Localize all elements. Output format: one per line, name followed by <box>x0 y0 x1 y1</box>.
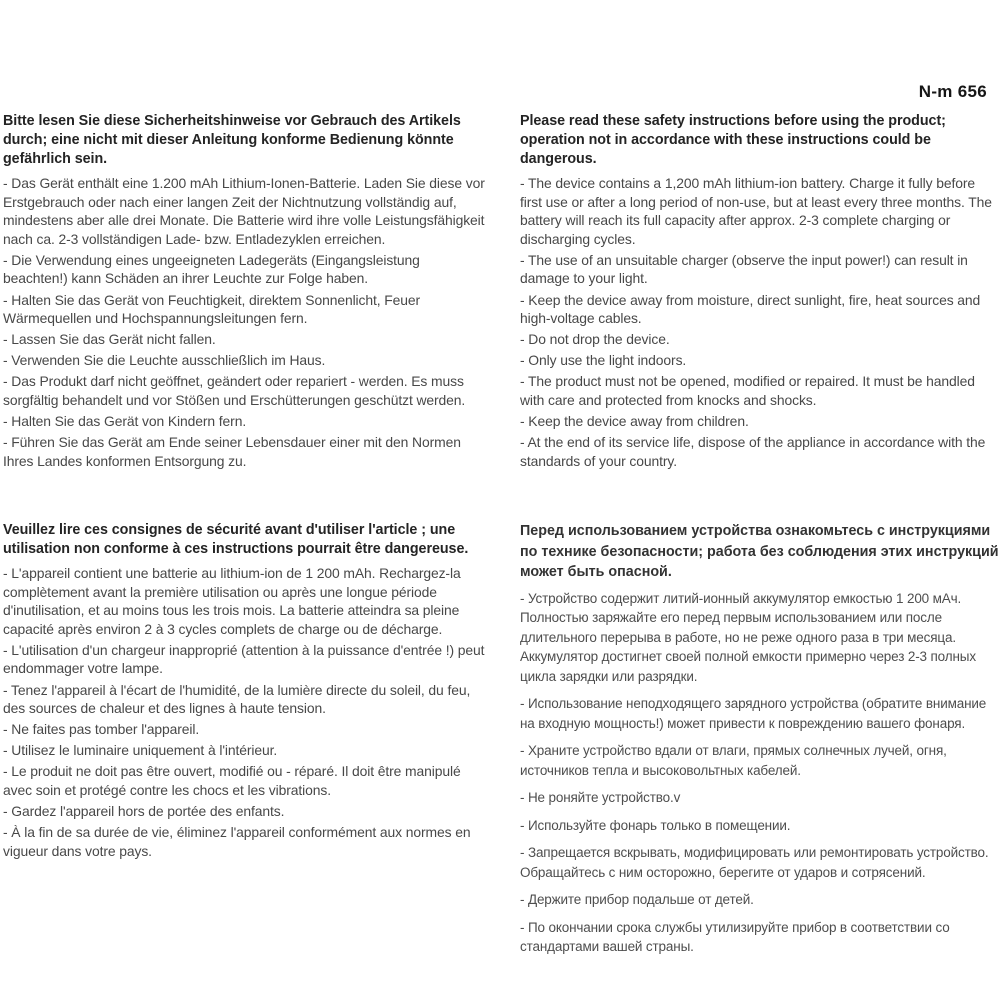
safety-paragraph: - Keep the device away from moisture, direct sunlight, fire, heat sources and high-voltage cables. <box>520 291 981 327</box>
safety-paragraph: - Die Verwendung eines ungeeigneten Ladegeräts (Eingangsleistung beachten!) kann Schäden an ihrer Leuchte zur Folge haben. <box>3 251 420 287</box>
section-safety-english <box>520 112 1000 473</box>
safety-paragraph: - Использование неподходящего зарядного устройства (обратите внимание на входную мощность!) может привести к повреждению вашего фонаря. <box>520 696 987 731</box>
safety-paragraph: - Устройство содержит литий-ионный аккумулятор емкостью 1 200 мАч. Полностью заряжайте его перед первым использованием или после длительного перерыва в работе, но не реже одного раза в три месяца. Аккумулятор достигнет своей полной емкости примерно через 2-3 полных цикла зарядки или разрядки. <box>520 590 976 684</box>
safety-paragraph: - Halten Sie das Gerät von Feuchtigkeit, direktem Sonnenlicht, Feuer Wärmequellen und Hochspannungsleitungen fern. <box>3 291 421 327</box>
safety-paragraph: - The use of an unsuitable charger (observe the input power!) can result in damage to your light. <box>520 251 968 287</box>
safety-paragraph: - Ne faites pas tomber l'appareil. <box>3 721 200 738</box>
safety-paragraph: - L'appareil contient une batterie au lithium-ion de 1 200 mAh. Rechargez-la complètement avant la première utilisation ou après une longue période d'inutilisation, et au moins tous les trois mois. La batterie atteindra sa pleine capacité après environ 2 à 3 cycles complets de charge ou de décharge. <box>3 565 461 637</box>
safety-paragraph: - Do not drop the device. <box>520 331 670 348</box>
safety-paragraph: - Utilisez le luminaire uniquement à l'intérieur. <box>3 742 278 759</box>
safety-paragraph: - Храните устройство вдали от влаги, прямых солнечных лучей, огня, источников тепла и высоковольтных кабелей. <box>520 743 947 778</box>
section-heading-english: Please read these safety instructions before using the product; operation not in accordance with these instructions could be dangerous. <box>520 113 946 167</box>
safety-paragraph: - Only use the light indoors. <box>520 352 687 369</box>
safety-paragraph: - Verwenden Sie die Leuchte ausschließlich im Haus. <box>3 352 326 369</box>
safety-paragraph: - The product must not be opened, modified or repaired. It must be handled with care and protected from knocks and shocks. <box>520 373 975 409</box>
section-heading-french: Veuillez lire ces consignes de sécurité avant d'utiliser l'article ; une utilisation non conforme à ces instructions pourrait être dangereuse. <box>3 522 469 557</box>
safety-paragraph: - At the end of its service life, dispose of the appliance in accordance with the standards of your country. <box>520 434 986 469</box>
safety-paragraph: - По окончании срока службы утилизируйте прибор в соответствии со стандартами вашей страны. <box>520 919 950 954</box>
section-heading-german: Bitte lesen Sie diese Sicherheitshinweise vor Gebrauch des Artikels durch; eine nicht mit dieser Anleitung konforme Bedienung könnte gefährlich sein. <box>3 113 461 167</box>
safety-paragraph: - Запрещается вскрывать, модифицировать или ремонтировать устройство. Обращайтесь с ним осторожно, берегите от ударов и сотрясений. <box>520 845 989 880</box>
section-safety-german <box>3 112 487 473</box>
section-heading-russian: Перед использованием устройства ознакомьтесь с инструкциями по технике безопасности; работа без соблюдения этих инструкций может быть опасной. <box>520 523 999 580</box>
section-safety-french <box>3 521 487 863</box>
safety-paragraph: - The device contains a 1,200 mAh lithium-ion battery. Charge it fully before first use or after a long period of non-use, but at least every three months. The battery will reach its full capacity after approx. 2-3 complete charging or discharging cycles. <box>520 175 992 247</box>
safety-paragraph: - Не роняйте устройство.v <box>520 790 681 805</box>
safety-paragraph: - Führen Sie das Gerät am Ende seiner Lebensdauer einer mit den Normen Ihres Landes konformen Entsorgung zu. <box>3 434 461 469</box>
safety-paragraph: - Gardez l'appareil hors de portée des enfants. <box>3 803 285 820</box>
safety-paragraph: - Das Produkt darf nicht geöffnet, geändert oder repariert - werden. Es muss sorgfältig behandelt und vor Stößen und Erschütterungen geschützt werden. <box>3 373 466 409</box>
safety-paragraph: - Keep the device away from children. <box>520 413 749 430</box>
section-safety-russian <box>520 521 1000 965</box>
safety-paragraph: - Le produit ne doit pas être ouvert, modifié ou - réparé. Il doit être manipulé avec soin et protégé contre les chocs et les vibrations. <box>3 763 461 799</box>
model-number: N-m 656 <box>918 82 987 101</box>
safety-paragraph: - Lassen Sie das Gerät nicht fallen. <box>3 331 216 348</box>
safety-paragraph: - Держите прибор подальше от детей. <box>520 892 754 907</box>
safety-paragraph: - Das Gerät enthält eine 1.200 mAh Lithium-Ionen-Batterie. Laden Sie diese vor Erstgebrauch oder nach einer langen Zeit der Nichtnutzung vollständig auf, mindestens aber alle drei Monate. Die Batterie wird ihre volle Leistungsfähigkeit nach ca. 2-3 vollständigen Lade- bzw. Entladezyklen erreichen. <box>3 175 485 247</box>
safety-paragraph: - Tenez l'appareil à l'écart de l'humidité, de la lumière directe du soleil, du feu, des sources de chaleur et des lignes à haute tension. <box>3 681 471 717</box>
safety-paragraph: - À la fin de sa durée de vie, éliminez l'appareil conformément aux normes en vigueur dans votre pays. <box>3 824 471 859</box>
safety-paragraph: - Halten Sie das Gerät von Kindern fern. <box>3 413 247 430</box>
safety-paragraph: - L'utilisation d'un chargeur inapproprié (attention à la puissance d'entrée !) peut endommager votre lampe. <box>3 641 485 677</box>
safety-paragraph: - Используйте фонарь только в помещении. <box>520 817 791 833</box>
